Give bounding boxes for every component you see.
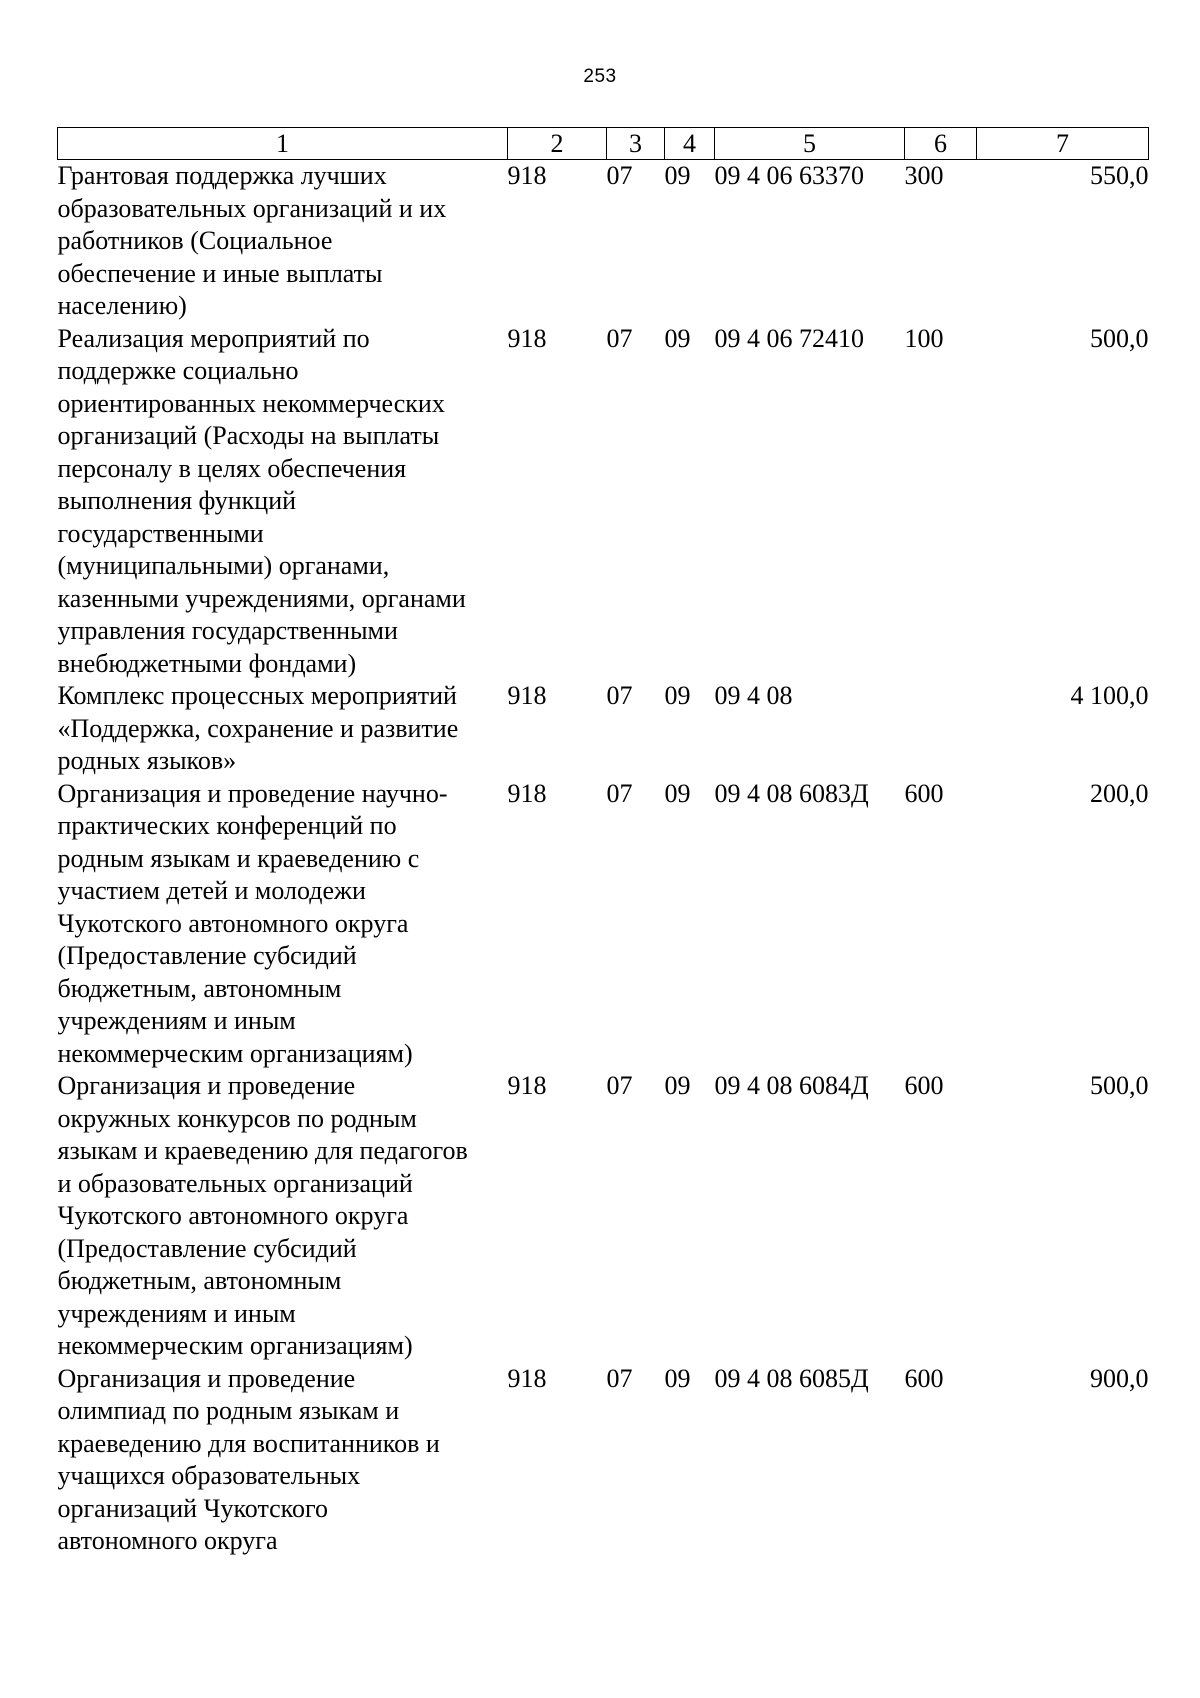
cell-target-article: 09 4 06 63370: [714, 161, 864, 190]
budget-table: [57, 127, 1149, 1558]
cell-name-line: (Предоставление субсидий: [57, 1233, 357, 1263]
cell-section: 07: [606, 681, 633, 710]
cell-name-line: (муниципальными) органами,: [57, 551, 390, 580]
cell-expense-type: 600: [904, 1363, 944, 1393]
cell-subsection: 09: [664, 681, 691, 710]
page-number: 253: [583, 66, 617, 87]
cell-amount: 550,0: [1090, 161, 1149, 190]
cell-section: 07: [606, 1363, 633, 1393]
cell-name-line: Организация и проведение: [57, 1071, 356, 1100]
cell-expense-type: 600: [904, 1071, 944, 1100]
table-body: [58, 160, 1149, 1558]
cell-name-line: Чукотского автономного округа: [57, 908, 409, 938]
cell-amount: 900,0: [1090, 1363, 1149, 1393]
cell-grbs: 918: [507, 161, 547, 190]
table-row: [58, 160, 1149, 323]
cell-name-line: поддержке социально: [57, 356, 299, 385]
cell-name-line: Чукотского автономного округа: [57, 1201, 409, 1230]
cell-name-line: ориентированных некоммерческих: [57, 388, 445, 418]
cell-name-line: Комплекс процессных мероприятий: [57, 681, 457, 710]
cell-expense-type: 100: [904, 323, 944, 353]
cell-name: [58, 778, 508, 1071]
cell-target-article: 09 4 08: [714, 681, 793, 710]
cell-name-line: учреждениям и иным: [57, 1006, 296, 1035]
cell-name: [58, 1070, 508, 1363]
cell-name-line: Реализация мероприятий по: [57, 323, 370, 353]
cell-name-line: Организация и проведение научно-: [57, 778, 448, 808]
header-cell-1: 1: [58, 128, 508, 160]
table-row: [58, 680, 1149, 778]
cell-name-line: окружных конкурсов по родным: [57, 1103, 417, 1133]
cell-name: [58, 1363, 508, 1558]
cell-subsection: 09: [664, 1363, 691, 1393]
cell-amount: 4 100,0: [1070, 681, 1149, 710]
cell-name-line: обеспечение и иные выплаты: [57, 258, 383, 288]
cell-section: 07: [606, 778, 633, 808]
cell-subsection: 09: [664, 1071, 691, 1100]
cell-name-line: внебюджетными фондами): [57, 648, 357, 678]
header-cell-3: 3: [607, 128, 665, 160]
header-row: [58, 128, 1149, 160]
header-cell-2: 2: [508, 128, 607, 160]
cell-name-line: (Предоставление субсидий: [57, 941, 357, 970]
cell-amount: 200,0: [1090, 778, 1149, 808]
cell-grbs: 918: [507, 778, 547, 808]
table-row: [58, 1363, 1149, 1558]
table-row: [58, 1070, 1149, 1363]
cell-name-line: организаций Чукотского: [57, 1493, 328, 1523]
cell-name: [58, 160, 508, 323]
cell-amount: 500,0: [1090, 323, 1149, 353]
cell-expense-type: [905, 680, 977, 778]
cell-expense-type: 600: [904, 778, 944, 808]
cell-expense-type: 300: [904, 161, 944, 190]
cell-name-line: казенными учреждениями, органами: [57, 583, 466, 613]
cell-target-article: 09 4 08 6083Д: [714, 778, 869, 808]
cell-name: [58, 323, 508, 681]
cell-name-line: учащихся образовательных: [57, 1461, 361, 1490]
cell-target-article: 09 4 06 72410: [714, 323, 864, 353]
cell-subsection: 09: [664, 323, 691, 353]
header-cell-6: 6: [905, 128, 977, 160]
cell-amount: 500,0: [1090, 1071, 1149, 1100]
cell-section: 07: [606, 323, 633, 353]
table-header: [58, 128, 1149, 160]
cell-name-line: образовательных организаций и их: [57, 193, 447, 223]
cell-name-line: государственными: [57, 518, 264, 548]
cell-grbs: 918: [507, 1363, 547, 1393]
cell-name-line: персоналу в целях обеспечения: [57, 453, 407, 483]
cell-grbs: 918: [507, 681, 547, 710]
cell-name-line: и образовательных организаций: [57, 1168, 413, 1198]
table-row: [58, 323, 1149, 681]
header-cell-5: 5: [715, 128, 905, 160]
cell-name-line: «Поддержка, сохранение и развитие: [57, 713, 459, 743]
cell-name-line: работников (Социальное: [57, 226, 333, 255]
cell-name-line: практических конференций по: [57, 811, 397, 840]
cell-name-line: бюджетным, автономным: [57, 1266, 342, 1295]
cell-name-line: языкам и краеведению для педагогов: [57, 1136, 468, 1165]
cell-name-line: учреждениям и иным: [57, 1298, 296, 1328]
cell-name-line: организаций (Расходы на выплаты: [57, 421, 440, 450]
cell-name-line: некоммерческим организациям): [57, 1038, 413, 1068]
cell-section: 07: [606, 161, 633, 190]
cell-subsection: 09: [664, 778, 691, 808]
cell-name-line: родным языкам и краеведению с: [57, 843, 420, 873]
cell-name-line: Грантовая поддержка лучших: [57, 161, 387, 190]
header-cell-4: 4: [665, 128, 715, 160]
table-row: [58, 778, 1149, 1071]
cell-target-article: 09 4 08 6084Д: [714, 1071, 869, 1100]
cell-name-line: олимпиад по родным языкам и: [57, 1396, 400, 1425]
cell-name-line: выполнения функций: [57, 486, 297, 515]
cell-section: 07: [606, 1071, 633, 1100]
cell-subsection: 09: [664, 161, 691, 190]
header-cell-7: 7: [977, 128, 1149, 160]
cell-name-line: населению): [57, 291, 187, 320]
cell-grbs: 918: [507, 1071, 547, 1100]
cell-name-line: автономного округа: [57, 1526, 278, 1555]
cell-name-line: некоммерческим организациям): [57, 1331, 413, 1360]
cell-name-line: участием детей и молодежи: [57, 876, 366, 905]
cell-name: [58, 680, 508, 778]
cell-name-line: бюджетным, автономным: [57, 973, 342, 1003]
cell-name-line: родных языков»: [57, 746, 237, 775]
cell-name-line: Организация и проведение: [57, 1363, 356, 1393]
cell-target-article: 09 4 08 6085Д: [714, 1363, 869, 1393]
cell-grbs: 918: [507, 323, 547, 353]
cell-name-line: краеведению для воспитанников и: [57, 1428, 440, 1458]
cell-name-line: управления государственными: [57, 616, 398, 645]
